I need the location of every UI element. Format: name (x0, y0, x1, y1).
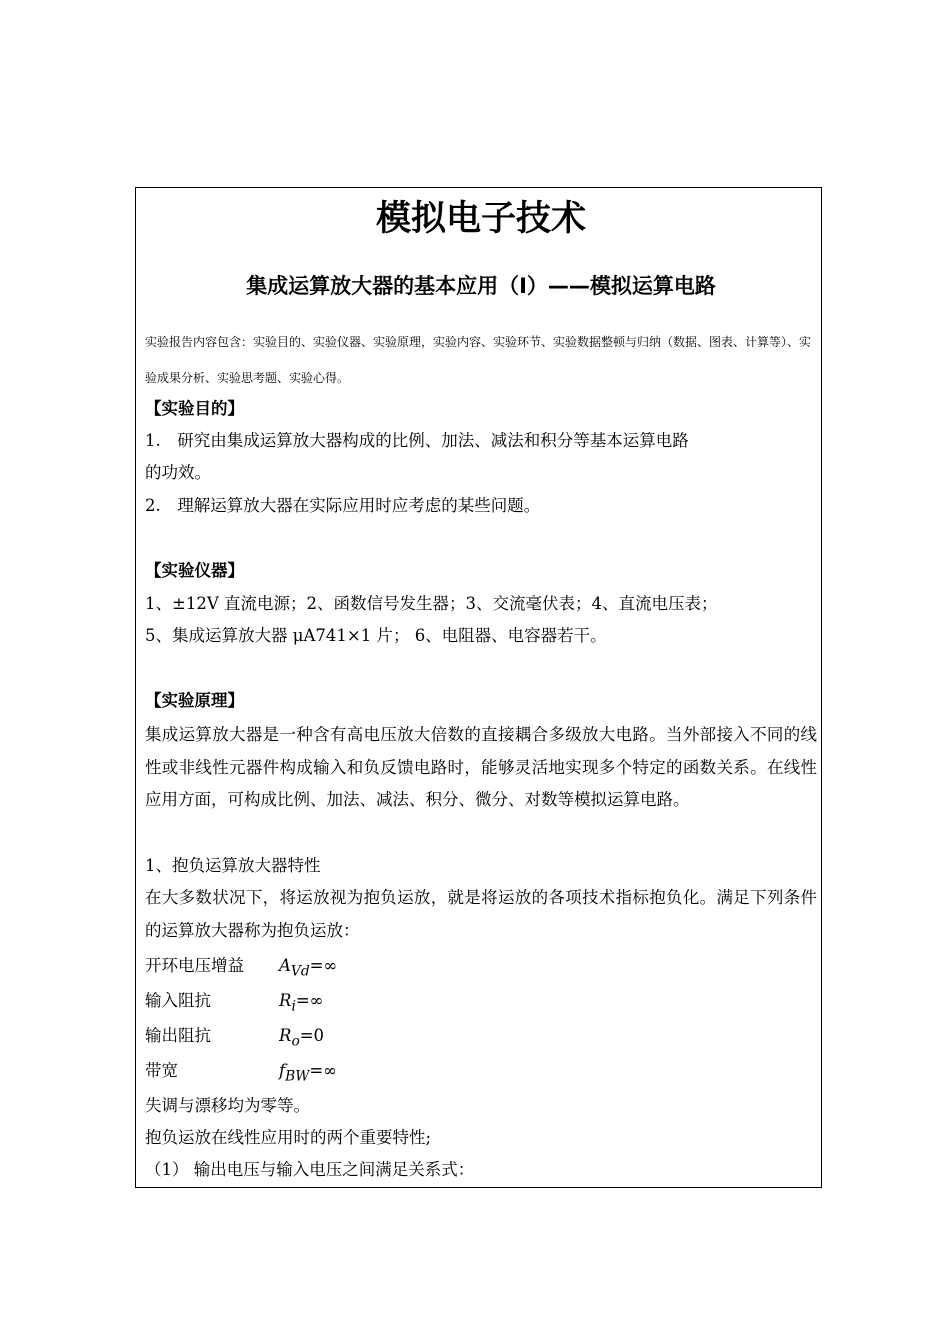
property-subscript: o (291, 1033, 300, 1050)
property-row (145, 1059, 337, 1088)
principle-heading: 【实验原理】 (145, 691, 244, 710)
purpose-item-2: 2. 理解运算放大器在实际应用时应考虑的某些问题。 (145, 496, 541, 515)
instruments-line-1: 1、±12V 直流电源；2、函数信号发生器；3、交流毫伏表；4、直流电压表； (145, 594, 718, 613)
property-label: 带宽 (145, 1061, 178, 1080)
report-contents-note: 实验报告内容包含：实验目的、实验仪器、实验原理，实验内容、实验环节、实验数据整顿与归纳（数据、图表、计算等）、实验成果分析、实验思考题、实验心得。 (145, 335, 812, 385)
report-frame (135, 187, 822, 1188)
purpose-item-1-line-1: 1. 研究由集成运算放大器构成的比例、加法、减法和积分等基本运算电路 (145, 431, 689, 450)
property-label: 开环电压增益 (145, 956, 244, 975)
principle-line-relation: （1） 输出电压与输入电压之间满足关系式： (145, 1160, 475, 1179)
principle-paragraph-1: 集成运算放大器是一种含有高电压放大倍数的直接耦合多级放大电路。当外部接入不同的线性或非线性元器件构成输入和负反馈电路时，能够灵活地实现多个特定的函数关系。在线性应用方面，可构成比例、加法、减法、积分、微分、对数等模拟运算电路。 (145, 725, 817, 809)
property-value: =∞ (309, 956, 338, 975)
instruments-heading: 【实验仪器】 (145, 561, 244, 580)
property-row (145, 954, 337, 983)
property-row (145, 989, 323, 1018)
instruments-line-2: 5、集成运算放大器 μA741×1 片； 6、电阻器、电容器若干。 (145, 626, 607, 645)
property-subscript: Vd (290, 963, 310, 980)
page-subtitle: 集成运算放大器的基本应用（Ⅰ）——模拟运算电路 (246, 274, 716, 298)
principle-paragraph-2: 在大多数状况下，将运放视为抱负运放，就是将运放的各项技术指标抱负化。满足下列条件的运算放大器称为抱负运放： (145, 888, 817, 940)
property-symbol: R (279, 991, 292, 1010)
property-subscript: i (291, 998, 296, 1015)
property-row (145, 1024, 324, 1053)
property-symbol: R (279, 1026, 292, 1045)
principle-line-drift: 失调与漂移均为零等。 (145, 1096, 310, 1115)
property-subscript: BW (285, 1068, 310, 1085)
principle-line-two-properties: 抱负运放在线性应用时的两个重要特性; (145, 1128, 432, 1147)
property-symbol: f (279, 1061, 286, 1080)
property-value: =∞ (309, 1061, 337, 1080)
property-value: =0 (299, 1026, 325, 1045)
purpose-heading: 【实验目的】 (145, 399, 244, 418)
property-label: 输入阻抗 (145, 991, 211, 1010)
property-symbol: A (279, 956, 291, 975)
property-label: 输出阻抗 (145, 1026, 211, 1045)
principle-subheading-1: 1、抱负运算放大器特性 (145, 856, 321, 875)
purpose-item-1-line-2: 的功效。 (145, 463, 211, 482)
property-value: =∞ (295, 991, 324, 1010)
page-title: 模拟电子技术 (375, 199, 586, 239)
